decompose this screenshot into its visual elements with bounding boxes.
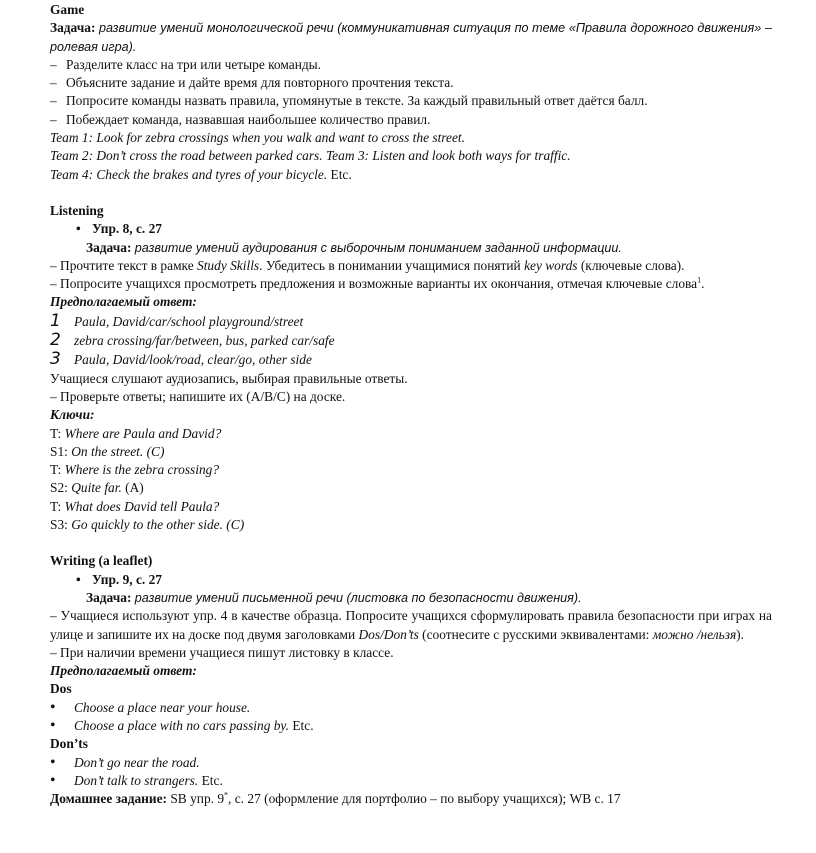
answer-label: Предполагаемый ответ:: [50, 663, 197, 679]
exercise-ref: • Упр. 9, с. 27: [76, 571, 163, 587]
listening-after: Учащиеся слушают аудиозапись, выбирая правильные ответы.: [50, 370, 408, 386]
game-step: – Объясните задание и дайте время для повторного прочтения текста.: [50, 75, 454, 91]
game-step: – Разделите класс на три или четыре команды.: [50, 56, 322, 72]
game-heading: Game: [50, 2, 85, 17]
document-page: [50, 0, 772, 808]
game-task: [50, 19, 772, 56]
team-line: Team 4: Check the brakes and tyres of your bicycle. Etc.: [50, 166, 352, 182]
task-text: развитие умений монологической речи (коммуникативная ситуация по теме «Правила дорожного движения» – ролевая игра).: [50, 21, 772, 54]
key-line: S1: On the street. (C): [50, 443, 165, 459]
listening-step: – Прочтите текст в рамке Study Skills. Убедитесь в понимании учащимися понятий key words (ключевые слова).: [50, 257, 685, 273]
game-step: – Попросите команды назвать правила, упомянутые в тексте. За каждый правильный ответ даётся балл.: [50, 93, 648, 109]
exercise-ref: • Упр. 8, с. 27: [76, 221, 163, 237]
game-step: – Побеждает команда, назвавшая наибольшее количество правил.: [50, 111, 431, 127]
team-line: Team 1: Look for zebra crossings when you walk and want to cross the street.: [50, 130, 465, 146]
donts-item: • Don’t go near the road.: [50, 753, 200, 771]
donts-item: • Don’t talk to strangers. Etc.: [50, 771, 223, 789]
listening-task: Задача: развитие умений аудирования с выборочным пониманием заданной информации.: [86, 239, 622, 255]
listening-step: – Попросите учащихся просмотреть предложения и возможные варианты их окончания, отмечая ключевые слова$^1$.: [50, 275, 705, 292]
listening-heading: Listening: [50, 202, 104, 218]
dos-item: • Choose a place near your house.: [50, 698, 251, 716]
writing-paragraph: – Учащиеся используют упр. 4 в качестве образца. Попросите учащихся сформулировать правила безопасности при играх на улице и запишите их на доске под двумя заголовками Dos/Don’ts (соотнесите с русскими эквивалентами: можно /нельзя).: [50, 608, 772, 642]
key-line: T: Where are Paula and David?: [50, 425, 222, 441]
key-line: T: Where is the zebra crossing?: [50, 462, 220, 478]
answer-item: 3 Paula, David/look/road, clear/go, other side: [50, 349, 312, 370]
donts-label: Don’ts: [50, 736, 88, 752]
key-line: S2: Quite far. (A): [50, 480, 144, 496]
answer-label: Предполагаемый ответ:: [50, 294, 197, 310]
key-line: S3: Go quickly to the other side. (C): [50, 517, 245, 533]
keys-label: Ключи:: [50, 407, 95, 423]
team-line: Team 2: Don’t cross the road between parked cars. Team 3: Listen and look both ways for traffic.: [50, 148, 571, 164]
task-label: Задача:: [50, 20, 96, 36]
listening-after: – Проверьте ответы; напишите их (A/B/C) на доске.: [50, 388, 346, 404]
homework: Домашнее задание: SB упр. 9*, с. 27 (оформление для портфолио – по выбору учащихся); WB с. 17: [50, 790, 621, 807]
dos-item: • Choose a place with no cars passing by. Etc.: [50, 716, 314, 734]
writing-heading: Writing (a leaflet): [50, 553, 153, 569]
answer-item: 2 zebra crossing/far/between, bus, parked car/safe: [50, 330, 335, 351]
dos-label: Dos: [50, 681, 72, 697]
writing-task: Задача: развитие умений письменной речи (листовка по безопасности движения).: [86, 589, 582, 605]
answer-item: 1 Paula, David/car/school playground/street: [50, 310, 304, 331]
key-line: T: What does David tell Paula?: [50, 498, 220, 514]
writing-paragraph: – При наличии времени учащиеся пишут листовку в классе.: [50, 644, 394, 660]
